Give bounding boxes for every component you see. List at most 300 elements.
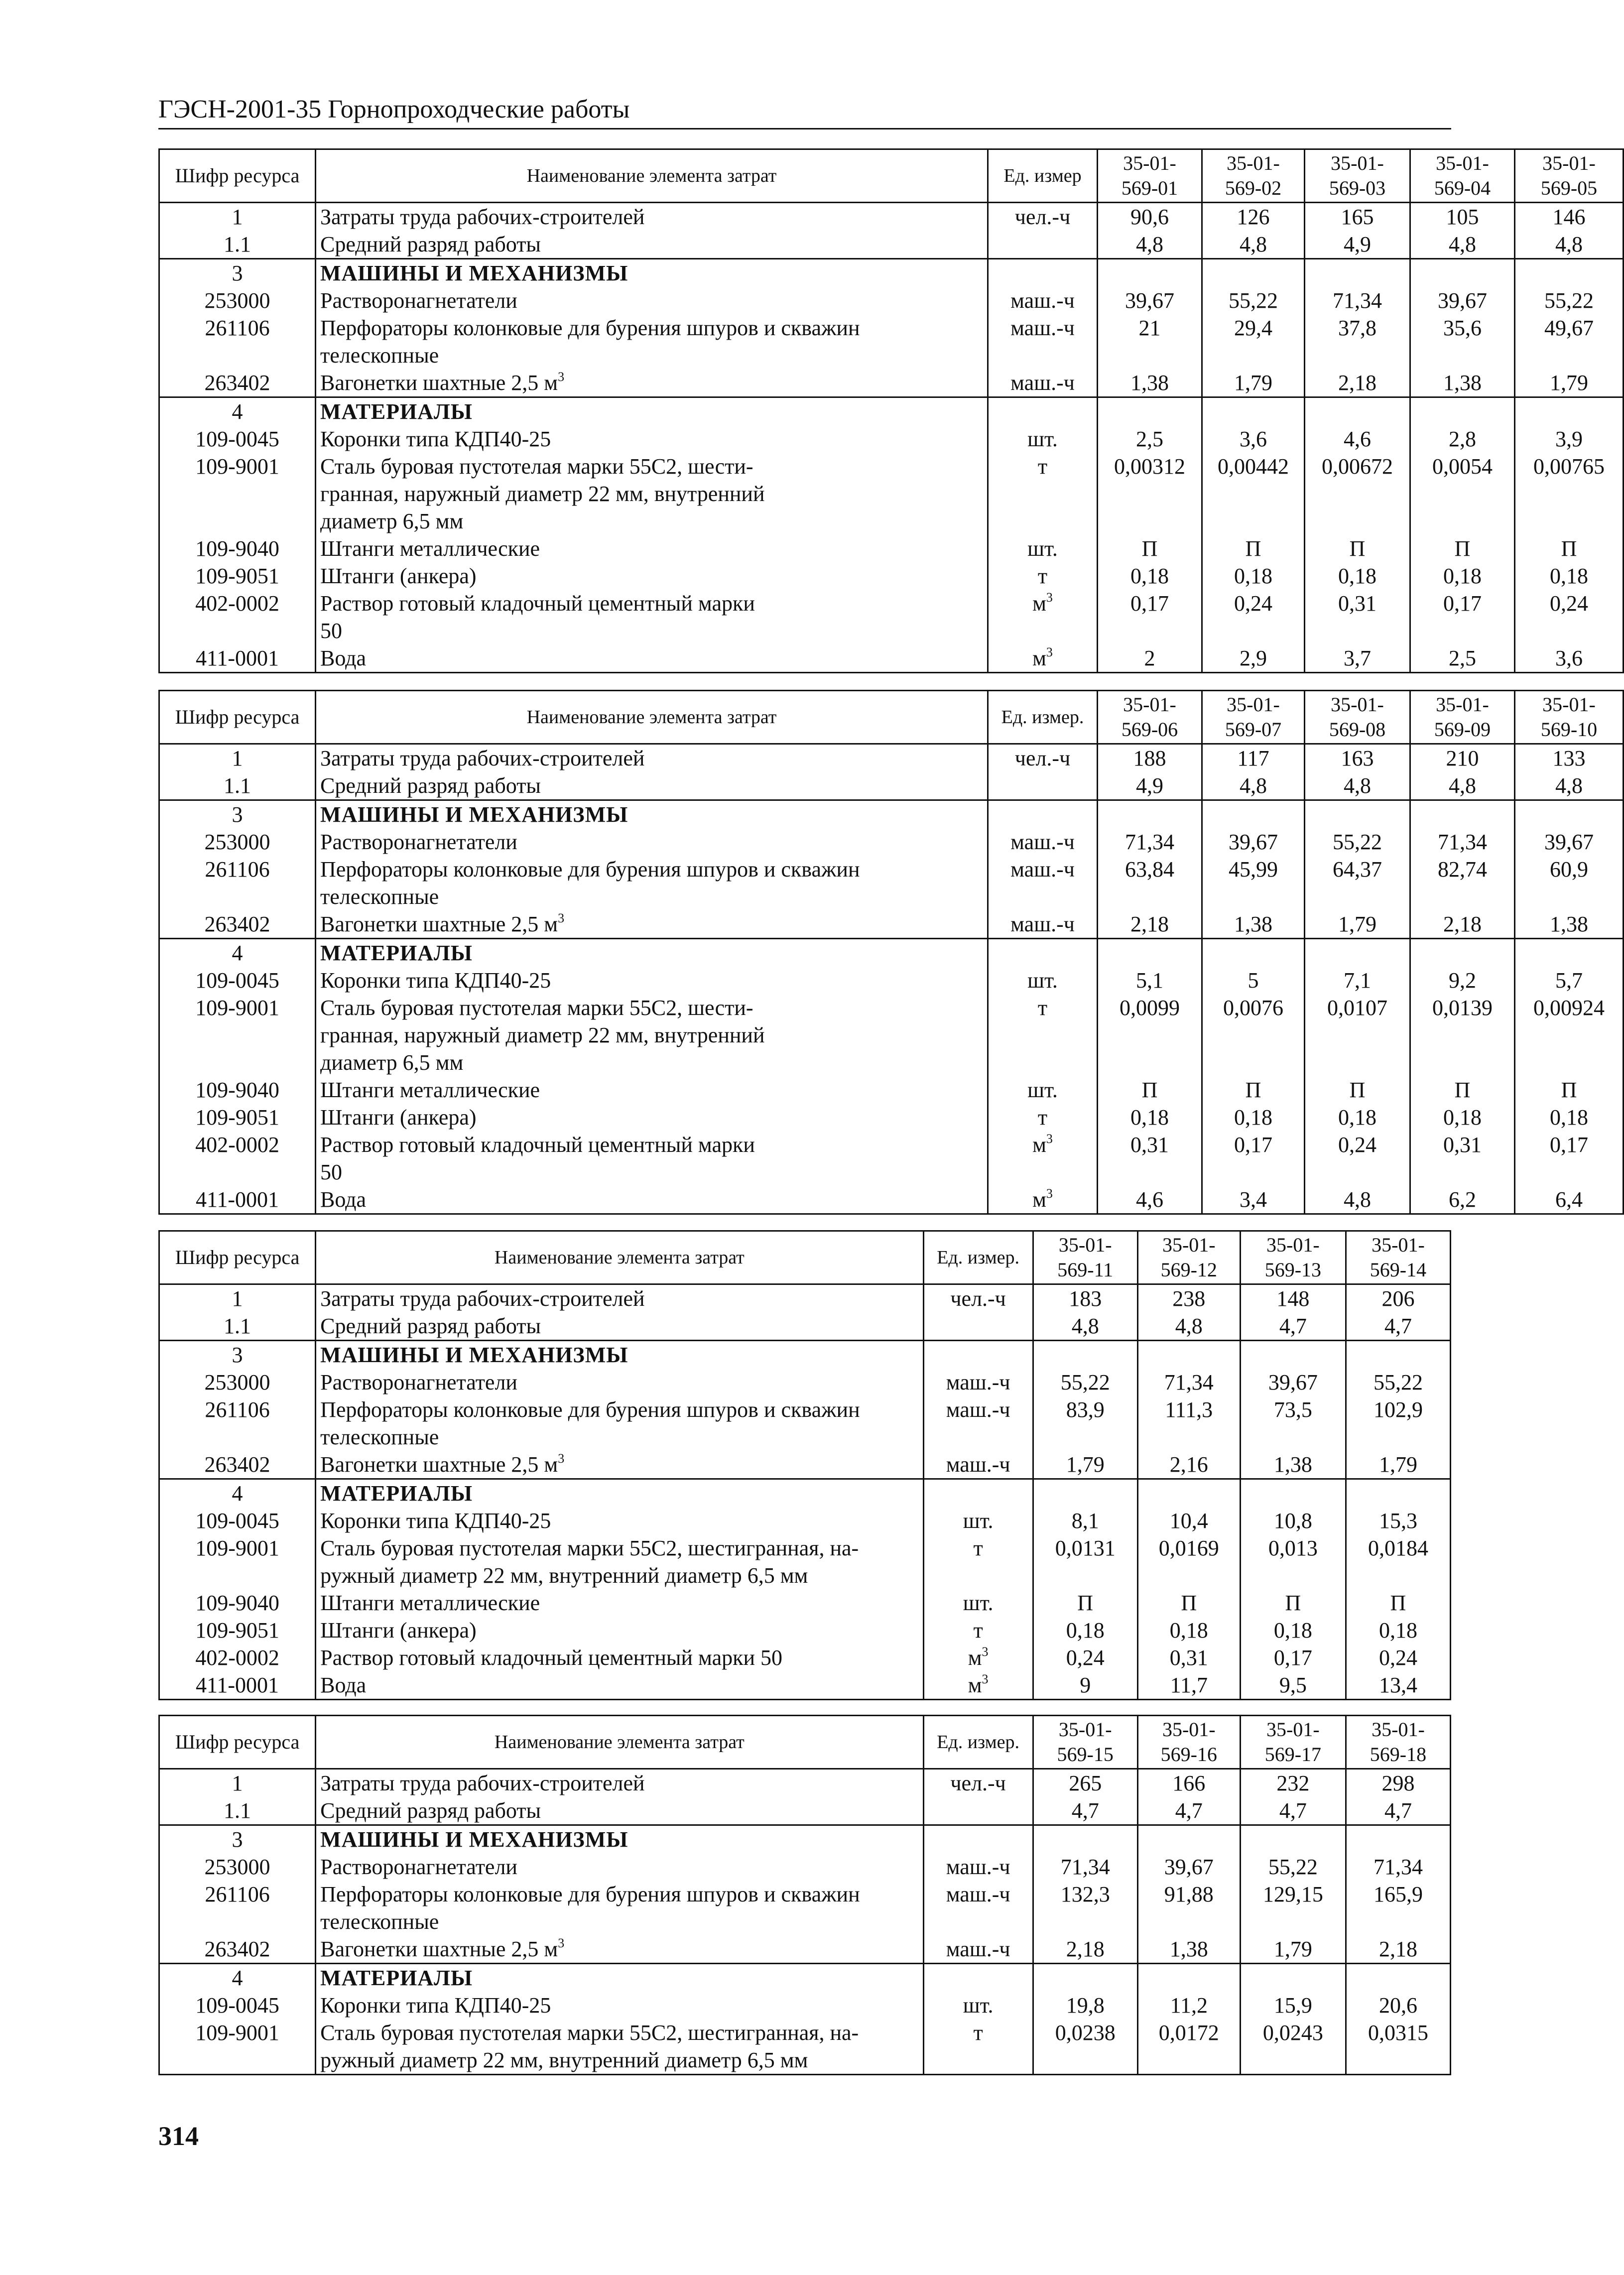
header-norm-code: 35-01- 569-13: [1240, 1231, 1346, 1284]
norm-value: 4,8: [1515, 231, 1624, 259]
unit: т: [923, 1534, 1033, 1589]
resource-name: Штанги (анкера): [316, 1104, 988, 1131]
norm-value: 3,9: [1515, 425, 1624, 453]
norm-value: 55,22: [1240, 1853, 1346, 1881]
table-row: [159, 425, 1624, 453]
header-norm-code: 35-01- 569-08: [1305, 691, 1410, 744]
resource-name: Затраты труда рабочих-строителей: [316, 203, 988, 231]
header-norm-code: 35-01- 569-10: [1515, 691, 1624, 744]
norm-value: [1410, 397, 1515, 426]
section-title: МАТЕРИАЛЫ: [316, 1964, 923, 1992]
resource-table-2: [158, 690, 1624, 1215]
norm-value: П: [1410, 535, 1515, 562]
norm-value: 0,18: [1346, 1617, 1450, 1644]
resource-code: 3: [159, 1825, 316, 1854]
resource-code: 402-0002: [159, 1131, 316, 1186]
norm-value: 2,16: [1137, 1451, 1240, 1479]
unit: $м^3$: [988, 1186, 1098, 1214]
resource-table-3: [158, 1230, 1451, 1700]
norm-value: 1,38: [1202, 910, 1305, 939]
norm-value: 2,5: [1410, 644, 1515, 673]
resource-name: Средний разряд работы: [316, 1797, 923, 1825]
resource-name: Средний разряд работы: [316, 772, 988, 800]
norm-value: 7,1: [1305, 967, 1410, 994]
norm-value: 0,17: [1240, 1644, 1346, 1671]
resource-code: 3: [159, 1341, 316, 1369]
table-row: [159, 2019, 1451, 2075]
header-code: Шифр ресурса: [159, 1231, 316, 1284]
norm-value: 1,79: [1305, 910, 1410, 939]
norm-value: 71,34: [1033, 1853, 1137, 1881]
unit: маш.-ч: [923, 1396, 1033, 1451]
norm-value: 146: [1515, 203, 1624, 231]
resource-name: Перфораторы колонковые для бурения шпуров и скважин телескопные: [316, 1396, 923, 1451]
header-unit: Ед. измер.: [923, 1716, 1033, 1769]
norm-value: [1515, 259, 1624, 287]
norm-value: 4,8: [1305, 1186, 1410, 1214]
table-row: [159, 856, 1624, 910]
norm-value: 210: [1410, 744, 1515, 772]
norm-value: 1,79: [1202, 369, 1305, 397]
table-row: [159, 644, 1624, 673]
norm-value: 6,4: [1515, 1186, 1624, 1214]
section-row: [159, 1964, 1451, 1992]
norm-value: 55,22: [1202, 287, 1305, 314]
resource-code: 109-9001: [159, 994, 316, 1076]
norm-value: 9,5: [1240, 1671, 1346, 1700]
table-row: [159, 287, 1624, 314]
unit: чел.-ч: [988, 203, 1098, 231]
resource-code: 109-0045: [159, 425, 316, 453]
resource-code: 402-0002: [159, 1644, 316, 1671]
norm-value: 111,3: [1137, 1396, 1240, 1451]
table-header: [159, 1231, 1451, 1284]
norm-value: 4,7: [1033, 1797, 1137, 1825]
resource-code: 253000: [159, 1853, 316, 1881]
norm-value: [1410, 259, 1515, 287]
norm-value: [1346, 1964, 1450, 1992]
header-norm-code: 35-01- 569-14: [1346, 1231, 1450, 1284]
table-row: [159, 1312, 1451, 1341]
unit: шт.: [923, 1507, 1033, 1534]
table-row: [159, 1131, 1624, 1186]
norm-value: 21: [1098, 314, 1202, 369]
resource-table-4: [158, 1715, 1451, 2075]
resource-code: 411-0001: [159, 644, 316, 673]
resource-code: 253000: [159, 1369, 316, 1396]
table-row: [159, 1935, 1451, 1964]
unit: т: [988, 562, 1098, 590]
norm-value: 0,31: [1410, 1131, 1515, 1186]
norm-value: [1240, 1341, 1346, 1369]
resource-code: 261106: [159, 1881, 316, 1935]
norm-value: [1515, 397, 1624, 426]
norm-value: 11,2: [1137, 1992, 1240, 2019]
norm-value: 165: [1305, 203, 1410, 231]
norm-value: 0,31: [1137, 1644, 1240, 1671]
unit: шт.: [988, 967, 1098, 994]
norm-value: П: [1202, 535, 1305, 562]
norm-value: 0,18: [1305, 562, 1410, 590]
table-body: [159, 203, 1624, 673]
unit: чел.-ч: [923, 1284, 1033, 1313]
norm-value: 0,18: [1515, 1104, 1624, 1131]
unit: шт.: [988, 425, 1098, 453]
section-title: МАШИНЫ И МЕХАНИЗМЫ: [316, 1825, 923, 1854]
resource-code: 109-9001: [159, 1534, 316, 1589]
norm-value: 126: [1202, 203, 1305, 231]
resource-code: 261106: [159, 314, 316, 369]
resource-name: Раствор готовый кладочный цементный марки 50: [316, 590, 988, 644]
norm-value: 37,8: [1305, 314, 1410, 369]
resource-name: Растворонагнетатели: [316, 828, 988, 856]
norm-value: 102,9: [1346, 1396, 1450, 1451]
norm-value: 2: [1098, 644, 1202, 673]
norm-value: 4,8: [1202, 772, 1305, 800]
norm-value: 0,18: [1410, 1104, 1515, 1131]
norm-value: [1305, 397, 1410, 426]
norm-value: 1,79: [1033, 1451, 1137, 1479]
norm-value: 55,22: [1515, 287, 1624, 314]
norm-value: 0,0169: [1137, 1534, 1240, 1589]
norm-value: 0,013: [1240, 1534, 1346, 1589]
norm-value: 49,67: [1515, 314, 1624, 369]
norm-value: [1137, 1825, 1240, 1854]
unit: [923, 1825, 1033, 1854]
table-body: [159, 744, 1624, 1214]
resource-code: 411-0001: [159, 1186, 316, 1214]
norm-value: 39,67: [1410, 287, 1515, 314]
section-title: МАТЕРИАЛЫ: [316, 397, 988, 426]
table-row: [159, 910, 1624, 939]
norm-value: 1,38: [1098, 369, 1202, 397]
unit: маш.-ч: [923, 1853, 1033, 1881]
table-row: [159, 1671, 1451, 1700]
norm-value: 4,9: [1098, 772, 1202, 800]
norm-value: 5,1: [1098, 967, 1202, 994]
resource-name: Вагонетки шахтные 2,5 $м^3$: [316, 1451, 923, 1479]
norm-value: 0,00924: [1515, 994, 1624, 1076]
resource-name: Перфораторы колонковые для бурения шпуров и скважин телескопные: [316, 1881, 923, 1935]
unit: т: [988, 994, 1098, 1076]
resource-code: 263402: [159, 1935, 316, 1964]
header-norm-code: 35-01- 569-16: [1137, 1716, 1240, 1769]
unit: [923, 1964, 1033, 1992]
unit: [923, 1341, 1033, 1369]
resource-code: 1: [159, 744, 316, 772]
table-row: [159, 1104, 1624, 1131]
norm-value: 129,15: [1240, 1881, 1346, 1935]
resource-name: Штанги (анкера): [316, 562, 988, 590]
norm-value: 0,0243: [1240, 2019, 1346, 2075]
norm-value: 0,18: [1098, 1104, 1202, 1131]
resource-table-1: [158, 148, 1624, 673]
resource-code: 253000: [159, 828, 316, 856]
unit: $м^3$: [923, 1644, 1033, 1671]
unit: [923, 1479, 1033, 1508]
norm-value: 0,18: [1515, 562, 1624, 590]
norm-value: 0,00765: [1515, 453, 1624, 535]
resource-code: 109-9001: [159, 453, 316, 535]
norm-value: 105: [1410, 203, 1515, 231]
resource-name: Вагонетки шахтные 2,5 $м^3$: [316, 910, 988, 939]
norm-value: [1033, 1964, 1137, 1992]
unit: шт.: [923, 1992, 1033, 2019]
resource-code: 1.1: [159, 1312, 316, 1341]
unit: маш.-ч: [923, 1451, 1033, 1479]
resource-code: 411-0001: [159, 1671, 316, 1700]
header-norm-code: 35-01- 569-01: [1098, 149, 1202, 203]
norm-value: 0,0172: [1137, 2019, 1240, 2075]
norm-value: 0,24: [1515, 590, 1624, 644]
header-row: [159, 149, 1624, 203]
resource-name: Вагонетки шахтные 2,5 $м^3$: [316, 1935, 923, 1964]
norm-value: 10,4: [1137, 1507, 1240, 1534]
norm-value: [1033, 1341, 1137, 1369]
resource-name: Штанги (анкера): [316, 1617, 923, 1644]
table-row: [159, 1881, 1451, 1935]
norm-value: 165,9: [1346, 1881, 1450, 1935]
norm-value: 39,67: [1137, 1853, 1240, 1881]
unit: шт.: [988, 535, 1098, 562]
norm-value: 0,18: [1202, 562, 1305, 590]
norm-value: 133: [1515, 744, 1624, 772]
norm-value: 1,79: [1240, 1935, 1346, 1964]
norm-value: 3,6: [1515, 644, 1624, 673]
norm-value: 183: [1033, 1284, 1137, 1313]
section-row: [159, 1825, 1451, 1854]
resource-code: 109-9051: [159, 1104, 316, 1131]
resource-code: 109-9051: [159, 1617, 316, 1644]
header-norm-code: 35-01- 569-05: [1515, 149, 1624, 203]
norm-value: 0,18: [1410, 562, 1515, 590]
table-row: [159, 1076, 1624, 1104]
norm-value: 39,67: [1515, 828, 1624, 856]
norm-value: 5,7: [1515, 967, 1624, 994]
section-row: [159, 939, 1624, 967]
section-row: [159, 800, 1624, 829]
norm-value: 20,6: [1346, 1992, 1450, 2019]
unit: [988, 231, 1098, 259]
norm-value: 0,31: [1305, 590, 1410, 644]
norm-value: 2,18: [1305, 369, 1410, 397]
unit: маш.-ч: [923, 1881, 1033, 1935]
unit: [988, 397, 1098, 426]
resource-code: 263402: [159, 1451, 316, 1479]
resource-name: Раствор готовый кладочный цементный марки 50: [316, 1131, 988, 1186]
norm-value: П: [1515, 535, 1624, 562]
norm-value: 132,3: [1033, 1881, 1137, 1935]
norm-value: 0,24: [1033, 1644, 1137, 1671]
norm-value: П: [1202, 1076, 1305, 1104]
header-row: [159, 1716, 1451, 1769]
header-name: Наименование элемента затрат: [316, 691, 988, 744]
norm-value: 4,6: [1305, 425, 1410, 453]
page-number: 314: [158, 2121, 199, 2151]
norm-value: 0,0107: [1305, 994, 1410, 1076]
norm-value: [1098, 939, 1202, 967]
table-row: [159, 453, 1624, 535]
norm-value: [1137, 1479, 1240, 1508]
resource-name: Коронки типа КДП40-25: [316, 425, 988, 453]
header-name: Наименование элемента затрат: [316, 149, 988, 203]
norm-value: [1305, 800, 1410, 829]
resource-code: 1: [159, 1769, 316, 1797]
header-row: [159, 1231, 1451, 1284]
norm-value: 4,8: [1137, 1312, 1240, 1341]
norm-value: 71,34: [1346, 1853, 1450, 1881]
norm-value: 13,4: [1346, 1671, 1450, 1700]
resource-code: 109-9040: [159, 535, 316, 562]
table-row: [159, 1769, 1451, 1797]
norm-value: 2,9: [1202, 644, 1305, 673]
unit: [988, 939, 1098, 967]
unit: маш.-ч: [923, 1369, 1033, 1396]
section-row: [159, 1341, 1451, 1369]
unit: чел.-ч: [988, 744, 1098, 772]
norm-value: 6,2: [1410, 1186, 1515, 1214]
table-row: [159, 314, 1624, 369]
resource-code: 109-9040: [159, 1589, 316, 1617]
norm-value: [1033, 1825, 1137, 1854]
norm-value: П: [1137, 1589, 1240, 1617]
table-body: [159, 1284, 1451, 1700]
resource-code: 261106: [159, 1396, 316, 1451]
norm-value: 163: [1305, 744, 1410, 772]
table-row: [159, 1369, 1451, 1396]
norm-value: 71,34: [1305, 287, 1410, 314]
resource-name: Затраты труда рабочих-строителей: [316, 1284, 923, 1313]
norm-value: 5: [1202, 967, 1305, 994]
section-title: МАТЕРИАЛЫ: [316, 1479, 923, 1508]
norm-value: П: [1346, 1589, 1450, 1617]
norm-value: 0,0315: [1346, 2019, 1450, 2075]
resource-name: Средний разряд работы: [316, 1312, 923, 1341]
norm-value: 4,7: [1346, 1312, 1450, 1341]
unit: маш.-ч: [923, 1935, 1033, 1964]
norm-value: 0,18: [1137, 1617, 1240, 1644]
resource-code: 3: [159, 259, 316, 287]
norm-value: 1,79: [1346, 1451, 1450, 1479]
unit: чел.-ч: [923, 1769, 1033, 1797]
norm-value: 0,0099: [1098, 994, 1202, 1076]
resource-name: Затраты труда рабочих-строителей: [316, 744, 988, 772]
unit: [923, 1797, 1033, 1825]
resource-name: Вода: [316, 1186, 988, 1214]
norm-value: 3,6: [1202, 425, 1305, 453]
norm-value: 1,38: [1515, 910, 1624, 939]
resource-name: Растворонагнетатели: [316, 1369, 923, 1396]
header-norm-code: 35-01- 569-11: [1033, 1231, 1137, 1284]
table-row: [159, 1644, 1451, 1671]
table-row: [159, 772, 1624, 800]
resource-code: 263402: [159, 910, 316, 939]
table-row: [159, 369, 1624, 397]
norm-value: 0,17: [1202, 1131, 1305, 1186]
table-row: [159, 1284, 1451, 1313]
norm-value: 15,9: [1240, 1992, 1346, 2019]
section-row: [159, 397, 1624, 426]
header-row: [159, 691, 1624, 744]
norm-value: 0,0139: [1410, 994, 1515, 1076]
table-row: [159, 1396, 1451, 1451]
resource-name: Затраты труда рабочих-строителей: [316, 1769, 923, 1797]
norm-value: 71,34: [1137, 1369, 1240, 1396]
header-norm-code: 35-01- 569-17: [1240, 1716, 1346, 1769]
resource-name: Вода: [316, 1671, 923, 1700]
table-row: [159, 1451, 1451, 1479]
section-title: МАШИНЫ И МЕХАНИЗМЫ: [316, 259, 988, 287]
norm-value: П: [1410, 1076, 1515, 1104]
norm-value: 8,1: [1033, 1507, 1137, 1534]
unit: $м^3$: [988, 590, 1098, 644]
norm-value: [1202, 939, 1305, 967]
unit: маш.-ч: [988, 369, 1098, 397]
norm-value: 4,6: [1098, 1186, 1202, 1214]
table-row: [159, 744, 1624, 772]
header-norm-code: 35-01- 569-12: [1137, 1231, 1240, 1284]
norm-value: [1137, 1964, 1240, 1992]
norm-value: 1,38: [1410, 369, 1515, 397]
resource-code: 1: [159, 203, 316, 231]
header-norm-code: 35-01- 569-02: [1202, 149, 1305, 203]
norm-value: 0,00672: [1305, 453, 1410, 535]
norm-value: П: [1305, 535, 1410, 562]
norm-value: 265: [1033, 1769, 1137, 1797]
table-row: [159, 1186, 1624, 1214]
resource-name: Коронки типа КДП40-25: [316, 1507, 923, 1534]
resource-name: Перфораторы колонковые для бурения шпуров и скважин телескопные: [316, 314, 988, 369]
norm-value: 298: [1346, 1769, 1450, 1797]
unit: $м^3$: [923, 1671, 1033, 1700]
norm-value: 0,0238: [1033, 2019, 1137, 2075]
header-norm-code: 35-01- 569-06: [1098, 691, 1202, 744]
header-norm-code: 35-01- 569-03: [1305, 149, 1410, 203]
section-title: МАШИНЫ И МЕХАНИЗМЫ: [316, 1341, 923, 1369]
resource-name: Сталь буровая пустотелая марки 55С2, шестигранная, на- ружный диаметр 22 мм, внутренний диаметр 6,5 мм: [316, 1534, 923, 1589]
unit: маш.-ч: [988, 856, 1098, 910]
norm-value: [1202, 397, 1305, 426]
unit: шт.: [988, 1076, 1098, 1104]
table-row: [159, 535, 1624, 562]
resource-code: 109-9001: [159, 2019, 316, 2075]
norm-value: 29,4: [1202, 314, 1305, 369]
norm-value: 232: [1240, 1769, 1346, 1797]
norm-value: [1098, 800, 1202, 829]
norm-value: 4,7: [1240, 1797, 1346, 1825]
resource-name: Сталь буровая пустотелая марки 55С2, шестигранная, на- ружный диаметр 22 мм, внутренний диаметр 6,5 мм: [316, 2019, 923, 2075]
norm-value: 3,7: [1305, 644, 1410, 673]
norm-value: 0,0076: [1202, 994, 1305, 1076]
norm-value: 4,7: [1346, 1797, 1450, 1825]
table-row: [159, 828, 1624, 856]
norm-value: 45,99: [1202, 856, 1305, 910]
norm-value: 0,31: [1098, 1131, 1202, 1186]
norm-value: 238: [1137, 1284, 1240, 1313]
header-name: Наименование элемента затрат: [316, 1716, 923, 1769]
unit: $м^3$: [988, 644, 1098, 673]
norm-value: 4,8: [1202, 231, 1305, 259]
norm-value: П: [1305, 1076, 1410, 1104]
unit: [923, 1312, 1033, 1341]
unit: маш.-ч: [988, 910, 1098, 939]
resource-code: 1.1: [159, 1797, 316, 1825]
norm-value: 9,2: [1410, 967, 1515, 994]
resource-name: Сталь буровая пустотелая марки 55С2, шести- гранная, наружный диаметр 22 мм, внутренний диаметр 6,5 мм: [316, 994, 988, 1076]
table-header: [159, 691, 1624, 744]
norm-value: П: [1033, 1589, 1137, 1617]
norm-value: [1240, 1825, 1346, 1854]
